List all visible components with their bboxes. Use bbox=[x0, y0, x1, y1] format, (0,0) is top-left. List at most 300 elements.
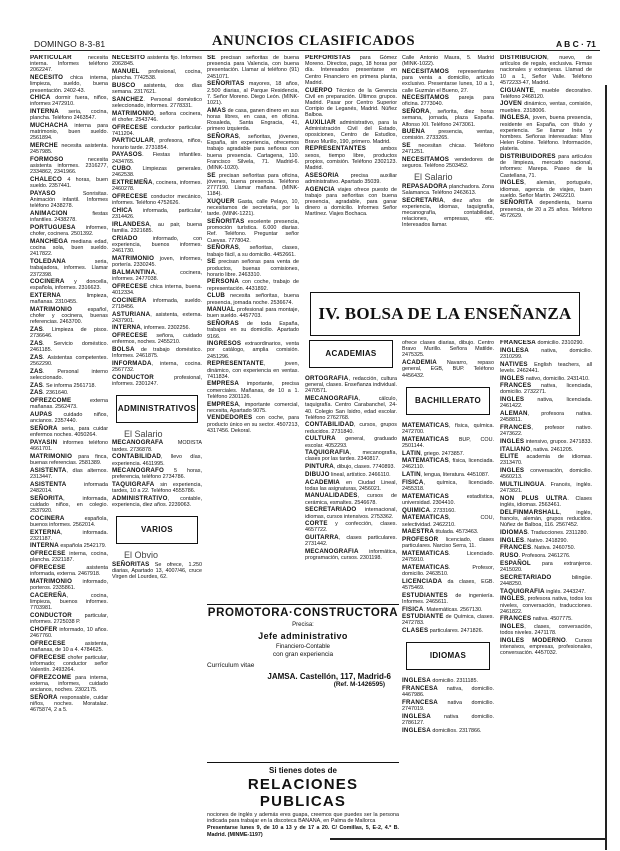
ad-list bbox=[500, 55, 592, 219]
classified-ad bbox=[500, 482, 592, 494]
classified-ad bbox=[402, 157, 494, 169]
classified-ad bbox=[30, 157, 108, 176]
classified-ad bbox=[402, 728, 494, 734]
ad-text: licenciado, clases particulares. Narciso Serra, 11. bbox=[402, 536, 494, 550]
ad-keyword: ORTOGRAFIA bbox=[305, 375, 349, 382]
ad-keyword: MECANOGRAFIA bbox=[305, 395, 359, 403]
classified-ad bbox=[207, 245, 299, 257]
ad-text: Calle Antonio Maura, 5. Madrid (MINK-1022). bbox=[402, 55, 494, 68]
ad-text: inglés. 2443247. bbox=[544, 588, 586, 595]
ad-keyword: PAYASIN bbox=[30, 438, 58, 446]
classified-ad bbox=[112, 347, 202, 359]
ad-keyword: PROFESOR bbox=[402, 535, 439, 543]
classified-ad bbox=[402, 508, 494, 514]
ad-keyword: OFRECESE bbox=[30, 653, 66, 661]
ad-keyword: MATRIMONIO bbox=[30, 577, 73, 585]
page-date: DOMINGO 8-3-81 bbox=[34, 39, 106, 49]
ad-keyword: PAYASOS bbox=[112, 151, 143, 159]
ad-text: . Se informa 2561718. bbox=[42, 382, 97, 389]
ad-keyword: SECRETARIADO bbox=[305, 506, 357, 514]
ad-text: nativa, domicilio. 2310299. bbox=[500, 347, 592, 360]
rp-body: nociones de inglés y además eres guapa, creemos que puedes ser la persona indicada para trabajar en la discoteca BANANA, en Palma de Mallorca bbox=[207, 812, 399, 825]
ad-keyword: AUPAS bbox=[30, 411, 53, 419]
classified-ad bbox=[112, 166, 202, 178]
rp-lead: Si tienes dotes de bbox=[268, 766, 338, 775]
ad-text: lineal, artístico. 2466110. bbox=[329, 471, 391, 478]
classified-ad bbox=[500, 468, 592, 480]
page-number: A B C · 71 bbox=[556, 39, 596, 49]
classified-ad bbox=[30, 109, 108, 121]
classified-ad bbox=[207, 381, 299, 400]
bolsa-ensenanza-banner: IV. BOLSA DE LA ENSEÑANZA bbox=[310, 292, 580, 336]
ad-keyword: INTERNA bbox=[30, 542, 59, 550]
section-title: ANUNCIOS CLASIFICADOS bbox=[212, 33, 416, 49]
ad-text: extraordinarios, venta por catálogo, amplia comisión. 2451296. bbox=[207, 341, 299, 360]
classified-ad bbox=[500, 538, 592, 544]
classified-ad bbox=[402, 678, 494, 684]
bachillerato-header: BACHILLERATO bbox=[406, 387, 490, 415]
rp-contact: Presentarse lunes 9, de 10 a 13 y de 17 a 20. C/ Comillas, 5, E-2, 4.º B. Madrid. (MINME-1197) bbox=[207, 825, 399, 838]
ad-text: , au pair, buena familia. 2321685. bbox=[112, 221, 202, 235]
classified-ad bbox=[30, 551, 108, 563]
ad-text: , cursos, grupos reducidos. 2731840. bbox=[305, 422, 397, 435]
ad-keyword: MATEMATICAS bbox=[402, 514, 449, 522]
ad-keyword: JOVEN bbox=[500, 100, 522, 108]
ad-keyword: BUENA bbox=[402, 128, 426, 136]
ad-text: , interna, cocina. 2567732. bbox=[112, 360, 202, 374]
ad-text: necesita asistenta. 2457985. bbox=[30, 143, 108, 156]
classified-ad bbox=[305, 436, 397, 448]
classified-ad bbox=[402, 593, 494, 605]
ad-text: informes teléfono 4661701. bbox=[30, 439, 108, 453]
ad-text: titulada. 4573463. bbox=[434, 529, 479, 536]
ad-text: , asistenta, externa. 2437901. bbox=[112, 311, 202, 324]
classified-ad bbox=[402, 700, 494, 712]
ad-keyword: ASESORIA bbox=[305, 171, 339, 179]
ad-text: , griego. 2473857. bbox=[420, 450, 465, 457]
ad-keyword: REPASADORA bbox=[402, 182, 448, 190]
classified-ad bbox=[30, 390, 108, 396]
ad-text: , joven, dinámico, con experiencia en ventas. 7411834. bbox=[207, 361, 299, 380]
ad-keyword: MATRIMONIO bbox=[112, 109, 155, 117]
ad-text: particulares. 2471826. bbox=[428, 628, 484, 635]
classified-ad bbox=[112, 361, 202, 373]
ad-keyword: SE bbox=[207, 171, 216, 179]
classified-ad bbox=[500, 624, 592, 636]
promotora-precisa: Precisa: bbox=[292, 622, 314, 628]
ad-keyword: INGLES MODERNO bbox=[500, 637, 566, 645]
ad-keyword: MAESTRA bbox=[402, 528, 434, 536]
ad-text: administrativo, para la Administración Civil del Estado, oposiciones, Centro de Estudios, Bravo Murillo, 190, primero. Madrid. bbox=[305, 120, 397, 145]
ad-text: presencia, ventas, comisión. 2733265. bbox=[402, 129, 494, 142]
classified-ad bbox=[500, 596, 592, 615]
classified-ad bbox=[500, 589, 592, 595]
column-1 bbox=[30, 55, 108, 715]
ad-text: interna para matrimonio, buen sueldo. 2561894. bbox=[30, 123, 108, 142]
ad-keyword: COCINERA bbox=[30, 278, 65, 286]
ad-keyword: LATIN bbox=[402, 471, 421, 479]
ad-list bbox=[402, 678, 494, 734]
ad-text: , física, química. 2472700. bbox=[402, 422, 494, 435]
classified-ad bbox=[30, 496, 108, 515]
classified-ad bbox=[30, 279, 108, 291]
classified-ad bbox=[207, 219, 299, 244]
classified-ad bbox=[30, 123, 108, 142]
ad-keyword: NON PLUS ULTRA bbox=[500, 494, 568, 502]
ad-text: nativo, domicilio. 2431410. bbox=[524, 375, 590, 382]
ad-keyword: SEÑORA bbox=[402, 108, 430, 116]
ad-list bbox=[500, 340, 592, 657]
ad-text: , COU, selectividad. 2462210. bbox=[402, 515, 494, 528]
ad-text: en Ciudad Lineal, todas las asignaturas, 2456021. bbox=[305, 479, 397, 492]
ad-keyword: ZAS bbox=[30, 353, 43, 361]
promotora-company: JAMSA. Castellón, 117, Madrid-6 bbox=[267, 672, 391, 681]
promotora-cv: Currículum vitae bbox=[207, 662, 255, 669]
ad-keyword: MULTILINGUA bbox=[500, 481, 545, 489]
ad-text: . Traducciones. 2311280. bbox=[527, 529, 589, 536]
classified-ad bbox=[402, 686, 494, 698]
classified-ad bbox=[112, 83, 202, 95]
classified-ad bbox=[112, 69, 202, 81]
classified-ad bbox=[30, 579, 108, 591]
classified-ad bbox=[500, 362, 592, 374]
classified-ad bbox=[112, 440, 202, 452]
ad-keyword: COCINERA bbox=[112, 296, 147, 304]
ad-list bbox=[305, 55, 397, 218]
ad-text: , nuevo, de artículos de regalo, exclusiva. Firmas nacionales y extranjeras. Llamad de 10 a 1, Señor Valle. Teléfono 4572233-47, Madrid. bbox=[500, 55, 592, 86]
ad-list bbox=[402, 340, 494, 379]
ad-text: de Química, clases. 2472783. bbox=[402, 614, 494, 627]
ad-text: da clases, EGB. 4575469. bbox=[402, 578, 494, 591]
ad-keyword: IDIOMAS bbox=[500, 528, 528, 536]
ad-text: conversación, domicilio. 4560213. bbox=[500, 468, 592, 481]
ad-keyword: FRANCESA bbox=[402, 685, 438, 693]
ad-text: vendedores de seguros. Teléfono 2503452. bbox=[402, 157, 494, 170]
salario-subhead: El Salario bbox=[124, 429, 163, 440]
classified-ad bbox=[30, 55, 108, 74]
ad-keyword: INTERNA bbox=[112, 324, 141, 332]
ad-text: pareja para oficina. 2773040. bbox=[402, 95, 494, 108]
classified-ad bbox=[402, 451, 494, 457]
ad-text: , cocinera, informes. 2477038. bbox=[112, 269, 202, 282]
classified-ad bbox=[402, 628, 494, 634]
classified-ad bbox=[402, 143, 494, 155]
ad-text: . 2733160. bbox=[430, 507, 456, 514]
ad-text: fiestas infantiles. 2438278. bbox=[30, 211, 108, 224]
ad-list bbox=[112, 55, 202, 387]
promotora-ad bbox=[207, 604, 399, 688]
classified-ad bbox=[305, 493, 397, 505]
classified-ad bbox=[500, 439, 592, 445]
ad-keyword: ACADEMIA bbox=[402, 359, 437, 367]
classified-ad bbox=[305, 521, 397, 533]
classified-ad bbox=[500, 115, 592, 152]
ad-keyword: INGLESA bbox=[402, 726, 431, 734]
ad-keyword: CONTABILIDAD bbox=[112, 453, 162, 461]
ad-text: . Francés, inglés. 2473821. bbox=[500, 482, 592, 495]
ad-text: . Nativa. 2460750. bbox=[531, 545, 576, 552]
ad-text: general, graduado escolar. 4052293. bbox=[305, 436, 397, 449]
ad-text: ofrece clases diarias, dibujo. Centro Bravo Murillo. Señora Matilde. 2475325. bbox=[402, 340, 494, 359]
ad-text: . 2361640. bbox=[42, 390, 69, 397]
ad-keyword: COCINERA bbox=[30, 514, 65, 522]
ad-text: necesita asistenta informes. 2316277, 2334862, 2341966. bbox=[30, 157, 108, 176]
ad-text: , mecanografía, clases por las tardes. 2340817. bbox=[305, 450, 397, 463]
classified-ad bbox=[207, 402, 299, 414]
ad-text: asistenta informada, externa. 2467918. bbox=[30, 565, 108, 578]
ad-keyword: ITALIANO bbox=[500, 445, 531, 453]
ad-text: Sonrisitas. Animación infantil. Informes teléfono 2438278. bbox=[30, 191, 108, 210]
ad-text: nativa, licenciada. 2461422. bbox=[500, 397, 592, 410]
ad-keyword: CLUB bbox=[207, 292, 225, 300]
classified-ad bbox=[112, 194, 202, 206]
ad-keyword: CHICA bbox=[30, 94, 51, 102]
ad-text: bilingüe. 2448250. bbox=[500, 574, 592, 587]
ad-text: . Limpiezas generales. 2462538. bbox=[112, 166, 202, 179]
ad-text: , profesor nativo. 2473622. bbox=[500, 424, 592, 438]
ad-keyword: FRANCESA bbox=[402, 698, 438, 706]
classified-ad bbox=[402, 551, 494, 563]
ad-keyword: DISTRIBUCION bbox=[500, 55, 548, 61]
ad-text: , llevo días, experiencia. 4611995. bbox=[112, 454, 202, 467]
ad-text: importante, precisa comerciales. Mañanas, de 10 a 1. Teléfono 2301126. bbox=[207, 381, 299, 400]
promotora-ref: (Ref. M-1426595) bbox=[333, 681, 385, 688]
ad-text: representantes para venta a domicilio, artículo exclusivo. Presentarse lunes, 10 a 1, calle Guzmán el Bueno, 27. bbox=[402, 68, 494, 94]
ad-keyword: TAQUIGRAFIA bbox=[500, 587, 545, 595]
ad-text: para interna, externa, informes, cuidado ancianos, noches. 2302175. bbox=[30, 674, 108, 694]
ad-text: 5 horas, preferencia, teléfono 2734786. bbox=[112, 468, 202, 481]
ad-keyword: REPRESENTANTES bbox=[305, 145, 367, 153]
ad-list bbox=[112, 440, 202, 508]
ad-text: chica interna, limpieza, sueldo, buena presentación. 2402-43. bbox=[30, 75, 108, 94]
classified-ad bbox=[207, 415, 299, 434]
ad-keyword: PERSONA bbox=[207, 278, 239, 286]
classified-ad bbox=[30, 454, 108, 466]
ad-keyword: REPRESENTANTE bbox=[207, 360, 264, 368]
ad-keyword: MANUALIDADES bbox=[305, 492, 358, 500]
ad-text: español, chofer y cocinera, buenas referencias. 2463700. bbox=[30, 307, 108, 326]
classified-ad bbox=[30, 177, 108, 189]
ad-text: y doncella, española, informes. 2316623. bbox=[30, 279, 108, 292]
ad-text: . Personal doméstico seleccionado, informes. 2778331. bbox=[112, 96, 202, 109]
ad-keyword: FISICA bbox=[402, 478, 424, 486]
ad-text: chica interna, buena. 4012334. bbox=[112, 283, 202, 296]
ad-text: viajes ofrece puesto de trabajo para señoritas con buena presencia, agradable, para ganar dinero a domicilio. Informes Señor Martínez. Viajes Bochaca. bbox=[305, 186, 397, 218]
ad-keyword: MATEMATICAS bbox=[402, 492, 449, 500]
classified-ad bbox=[112, 97, 202, 109]
ad-keyword: CIGUANTE bbox=[500, 86, 534, 94]
ad-text: , señora cocinera, él chofer. 2543746. bbox=[112, 110, 202, 123]
classified-ad bbox=[305, 120, 397, 145]
classified-ad bbox=[402, 360, 494, 379]
ad-text: con coche, para producto único en su sector. 4507213, 4317456. Dekoral. bbox=[207, 415, 299, 434]
ad-keyword: CONDUCTOR bbox=[112, 373, 154, 381]
column-6-top bbox=[500, 55, 592, 287]
ad-keyword: TAQUIGRAFIA bbox=[305, 449, 350, 457]
ad-keyword: ZAS bbox=[30, 381, 43, 389]
ad-keyword: CHALECO bbox=[30, 176, 62, 184]
header-rule bbox=[30, 50, 600, 51]
ad-keyword: INGLES bbox=[500, 396, 525, 404]
ad-keyword: SEÑORAS bbox=[207, 320, 239, 328]
classified-ad bbox=[207, 108, 299, 133]
ad-keyword: OFREZCOME bbox=[30, 397, 72, 405]
ad-text: informado, con experiencia, buenos informes. 2461730. bbox=[112, 235, 202, 255]
ad-keyword: CLASES bbox=[402, 627, 429, 635]
ad-keyword: RUSO bbox=[500, 552, 519, 560]
ad-keyword: EXTERNA bbox=[30, 292, 61, 300]
ad-text: precisan señoritas de buena presencia para Valencia, con buena presentación. Llamar al teléfono (91) 2451071. bbox=[207, 55, 299, 80]
ad-text: , cursos de cerámica, esmaltes. 2546678. bbox=[305, 493, 397, 506]
classified-ad bbox=[402, 614, 494, 626]
classified-ad bbox=[30, 383, 108, 389]
ad-keyword: MATEMATICAS bbox=[402, 563, 449, 571]
ad-keyword: SE bbox=[207, 55, 216, 61]
ad-text: cuidado niños, ancianos. 2357440. bbox=[30, 412, 108, 425]
ad-keyword: FRANCES bbox=[500, 615, 532, 623]
ad-text: , señoritas, jóvenes, España, sin experiencia, ofrecemos trabajo agradable para señoras con buena presencia. Cartagena, 110. Francisco Silvela, 71. Madrid-6. (MINK-1020). bbox=[207, 133, 299, 171]
ad-text: , cálculo, taquigrafía. Centro Carabanchel, 24-40. Colegio San Isidro, edad escolar. Teléfono 2762768. bbox=[305, 396, 397, 421]
classified-ad bbox=[305, 146, 397, 171]
ad-keyword: INGRESOS bbox=[207, 340, 242, 348]
classified-ad bbox=[112, 270, 202, 282]
column-4-top bbox=[305, 55, 397, 287]
classified-ad bbox=[112, 125, 202, 137]
ad-text: asistenta, mañanas, de 10 a 4. 4784625. bbox=[30, 640, 108, 653]
ad-text: conductor particular. 7411204. bbox=[112, 124, 202, 137]
ad-text: . Fiestas infantiles. 2434765. bbox=[112, 152, 202, 165]
obvio-subhead: El Obvio bbox=[124, 550, 159, 561]
ad-keyword: ANIMACION bbox=[30, 210, 68, 218]
classified-ad bbox=[30, 565, 108, 577]
classified-ad bbox=[30, 468, 108, 480]
ad-keyword: IRLANDESA bbox=[112, 220, 150, 228]
ad-list bbox=[112, 562, 202, 581]
classified-ad bbox=[402, 129, 494, 141]
ad-keyword: DELFINMARSHALL bbox=[500, 508, 560, 516]
classified-ad bbox=[402, 714, 494, 726]
ad-keyword: ELITE bbox=[500, 453, 519, 461]
classified-ad bbox=[112, 284, 202, 296]
ad-text: , informada. 2321187. bbox=[30, 529, 108, 542]
classified-ad bbox=[207, 341, 299, 360]
ad-keyword: AMAS bbox=[207, 106, 227, 114]
ad-text: chofer particular, informado; conductor señor Valentín. 2493264. bbox=[30, 654, 108, 674]
classified-ad bbox=[402, 529, 494, 535]
ad-text: para artículos de limpieza, mercado nacional, informes: Marepa. Paseo de la Castellana, 71. bbox=[500, 154, 592, 179]
ad-keyword: CONDUCTOR bbox=[30, 611, 72, 619]
ad-text: . Nativo. 2418290. bbox=[524, 537, 568, 544]
ad-keyword: EMPRESA bbox=[207, 380, 239, 388]
ad-text: sin experiencia, tardes, 10 a 22. Teléfono 4555786. bbox=[112, 482, 202, 495]
rp-title: RELACIONES PUBLICAS bbox=[247, 776, 359, 810]
ad-keyword: SEÑORA bbox=[30, 424, 58, 432]
varios-header: VARIOS bbox=[116, 516, 198, 544]
ad-keyword: ASTURIANA bbox=[112, 310, 151, 318]
ad-keyword: INGLES bbox=[500, 467, 525, 475]
ad-text: , nativa. 2461205. bbox=[530, 446, 574, 453]
ad-text: , redacción, cultura general, clases. Enseñanza individual. 2470571. bbox=[305, 376, 397, 395]
ad-keyword: ZAS bbox=[30, 326, 43, 334]
classified-ad bbox=[112, 180, 202, 192]
promotora-experience: con gran experiencia bbox=[272, 651, 334, 658]
classified-ad bbox=[30, 293, 108, 305]
ad-text: . Personal interno seleccionado. bbox=[30, 368, 108, 382]
ad-text: seria, trabajadora, informes. Llamar 2372398. bbox=[30, 259, 108, 278]
classified-ad bbox=[500, 200, 592, 219]
ad-keyword: FISICA bbox=[402, 605, 424, 613]
ad-text: , profesora nativa. 2458811. bbox=[500, 411, 592, 424]
ad-text: informes, chofer, cocinera. 2501392. bbox=[30, 225, 108, 238]
ad-keyword: ESTUDIANTES bbox=[402, 591, 448, 599]
ad-keyword: EXTERNA bbox=[30, 528, 61, 536]
classified-ad bbox=[207, 293, 299, 305]
classified-ad bbox=[305, 173, 397, 185]
classified-ad bbox=[402, 515, 494, 527]
ad-keyword: INGLES bbox=[500, 374, 525, 382]
classified-ad bbox=[305, 480, 397, 492]
ad-text: seria, cocina, plancha. Teléfono 2463547. bbox=[30, 109, 108, 122]
ad-list bbox=[30, 55, 108, 714]
ad-text: informado, porteros. 2335861. bbox=[30, 578, 108, 592]
ad-text: nativa domicilio. 2747019. bbox=[402, 699, 494, 713]
ad-text: , joven, buena presencia, residente en España, con título y experiencia. Se llamar Inés y hombres. Señoras interesadas: Miss Helen Fobine. Teléfono. Información, plateria. bbox=[500, 115, 592, 153]
promotora-type: Financiero-Contable bbox=[275, 644, 331, 650]
ad-keyword: NECESITO bbox=[112, 55, 146, 61]
ad-text: excelente presencia, promoción turística. 6.000 diarias. Ref. Teléfono. Preguntar señor Cuevas. 7778042. bbox=[207, 219, 299, 244]
ad-text: Gasta, calle Pelayo, 10, necesitamos de secretaria, por la tarde. (MINK-1221). bbox=[207, 198, 299, 218]
ad-text: academia de idiomas. 2313470. bbox=[500, 454, 592, 467]
ad-text: English teachers, all levels. 2462441. bbox=[500, 361, 592, 374]
ad-keyword: ALEMAN bbox=[500, 410, 528, 418]
ad-text: nativa, domicilio. 4467986. bbox=[402, 686, 494, 699]
ad-text: planchadora. Zona Salamanca. Teléfono 2463613. bbox=[402, 183, 494, 196]
classified-ad bbox=[112, 138, 202, 150]
classified-ad bbox=[30, 641, 108, 653]
ad-text: , inglés, francés, alemán, grupos reducidos. Núñez de Balboa, 116. 2567452. bbox=[500, 509, 592, 529]
ad-text: nativa. 4507775. bbox=[531, 616, 573, 623]
column-6-bottom bbox=[500, 340, 592, 720]
ad-text: , informes. 2302256. bbox=[140, 325, 191, 332]
academias-header: ACADEMIAS bbox=[309, 340, 393, 368]
ad-text: domicilio. 2310290. bbox=[535, 340, 584, 346]
ad-keyword: PERFORISTAS bbox=[305, 55, 351, 61]
classified-ad bbox=[500, 545, 592, 551]
ad-text: . Cursos intensivos, empresas, profesionales, conversación. 4457032. bbox=[500, 638, 592, 657]
promotora-job: Jefe administrativo bbox=[258, 631, 348, 641]
ad-keyword: MECANOGRAFA bbox=[112, 439, 164, 447]
ad-text: de ingeniería. Informes. 2465611. bbox=[402, 592, 494, 605]
ad-keyword: ACADEMIA bbox=[305, 478, 340, 486]
ad-text: , importante comercial, necesita, Apartado 9075. bbox=[207, 401, 299, 414]
ad-keyword: OFRECESE bbox=[112, 123, 148, 131]
ad-keyword: OFRECESE bbox=[112, 332, 148, 340]
ad-text: . Limpieza de pisos. 2736646. bbox=[30, 327, 108, 340]
ad-text: . Profesor, domicilio. 2463510. bbox=[402, 564, 494, 577]
classified-ad bbox=[207, 199, 299, 218]
classified-ad bbox=[30, 95, 108, 107]
ad-keyword: ZAS bbox=[30, 367, 43, 375]
salario-subhead-2: El Salario bbox=[414, 172, 453, 183]
ad-text: informática, programación, cursos. 2301198. bbox=[305, 549, 397, 562]
classified-ad bbox=[30, 675, 108, 694]
classified-ad bbox=[30, 412, 108, 424]
ad-keyword: XUQUER bbox=[207, 197, 235, 205]
classified-ad bbox=[207, 259, 299, 278]
ad-keyword: TOLEDANA bbox=[30, 258, 66, 266]
ad-text: , contable, experiencia, diez años. 2239063. bbox=[112, 496, 202, 509]
classified-ad bbox=[500, 638, 592, 657]
